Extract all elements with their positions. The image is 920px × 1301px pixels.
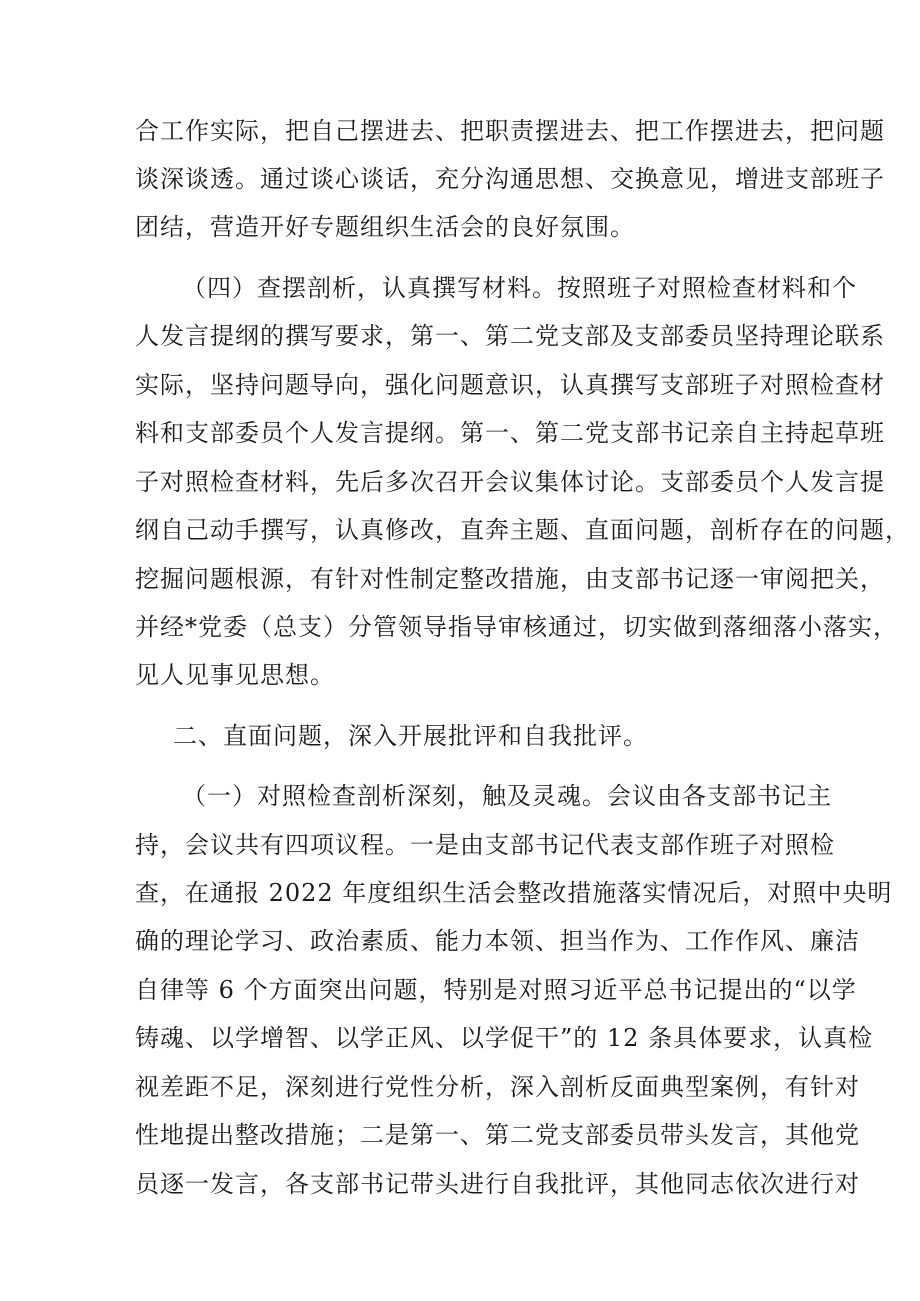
text-line: 合工作实际，把自己摆进去、把职责摆进去、把工作摆进去，把问题 — [135, 117, 885, 145]
text-line: 子对照检查材料，先后多次召开会议集体讨论。支部委员个人发言提 — [135, 468, 885, 496]
text-line: 实际，坚持问题导向，强化问题意识，认真撰写支部班子对照检查材 — [135, 371, 885, 399]
text-line: 谈深谈透。通过谈心谈话，充分沟通思想、交换意见，增进支部班子 — [135, 165, 885, 193]
text-line: 铸魂、以学增智、以学正风、以学促干”的 12 条具体要求，认真检 — [135, 1024, 874, 1052]
section-heading: 二、直面问题，深入开展批评和自我批评。 — [173, 722, 648, 750]
text-line: 料和支部委员个人发言提纲。第一、第二党支部书记亲自主持起草班 — [135, 419, 885, 447]
text-line: 员逐一发言，各支部书记带头进行自我批评，其他同志依次进行对 — [135, 1170, 860, 1198]
text-line: 视差距不足，深刻进行党性分析，深入剖析反面典型案例，有针对 — [135, 1073, 860, 1101]
text-line: 自律等 6 个方面突出问题，特别是对照习近平总书记提出的“以学 — [135, 976, 857, 1004]
text-line: 并经*党委（总支）分管领导指导审核通过，切实做到落细落小落实， — [135, 613, 898, 641]
text-line: （四）查摆剖析，认真撰写材料。按照班子对照检查材料和个 — [182, 274, 857, 302]
text-line: 团结，营造开好专题组织生活会的良好氛围。 — [135, 213, 635, 241]
text-line: 持，会议共有四项议程。一是由支部书记代表支部作班子对照检 — [135, 831, 835, 859]
text-line: 性地提出整改措施；二是第一、第二党支部委员带头发言，其他党 — [135, 1121, 860, 1149]
text-line: （一）对照检查剖析深刻，触及灵魂。会议由各支部书记主 — [182, 782, 832, 810]
text-line: 确的理论学习、政治素质、能力本领、担当作为、工作作风、廉洁 — [135, 927, 860, 955]
text-line: 查，在通报 2022 年度组织生活会整改措施落实情况后，对照中央明 — [135, 879, 893, 907]
text-line: 人发言提纲的撰写要求，第一、第二党支部及支部委员坚持理论联系 — [135, 322, 885, 350]
text-line: 纲自己动手撰写，认真修改，直奔主题、直面问题，剖析存在的问题， — [135, 516, 910, 544]
text-line: 见人见事见思想。 — [135, 661, 335, 689]
text-line: 挖掘问题根源，有针对性制定整改措施，由支部书记逐一审阅把关， — [135, 565, 885, 593]
